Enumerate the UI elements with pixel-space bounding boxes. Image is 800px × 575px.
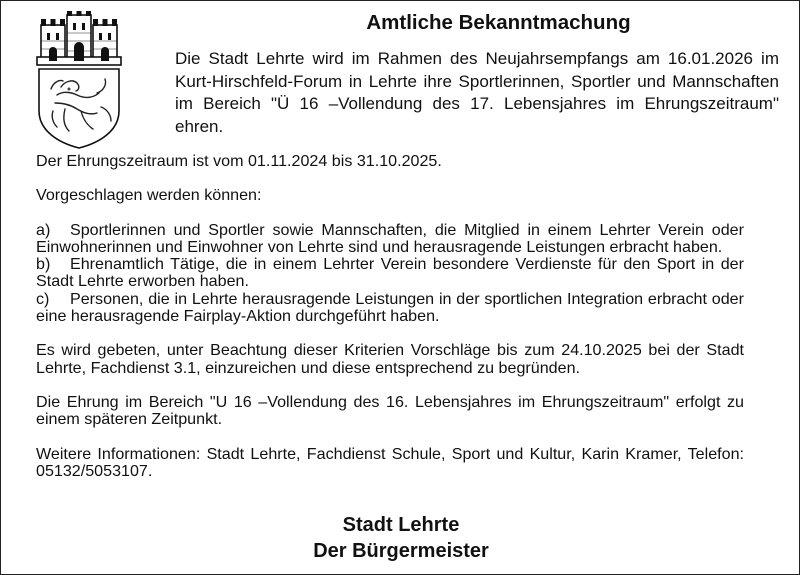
request-paragraph: Es wird gebeten, unter Beachtung dieser Kriterien Vorschläge bis zum 24.10.2025 bei der Stadt Lehrte, Fachdienst 3.1, einzureichen und diese entsprechend zu begründen.	[36, 341, 744, 377]
period-text: Der Ehrungszeitraum ist vom 01.11.2024 bis 31.10.2025.	[36, 152, 442, 170]
coat-of-arms-icon	[31, 11, 127, 149]
signature-block	[176, 512, 626, 564]
proposal-intro: Vorgeschlagen werden können:	[36, 186, 262, 205]
signature-city: Stadt Lehrte	[342, 514, 460, 536]
list-item-text: Ehrenamtlich Tätige, die in einem Lehrter Verein besondere Verdienste für den Sport in der Stadt Lehrte erworben haben.	[36, 255, 744, 291]
list-item-text: Personen, die in Lehrte herausragende Leistungen in der sportlichen Integration erbracht oder eine herausragende Fairplay-Aktion durchgeführt haben.	[36, 289, 744, 326]
later-paragraph: Die Ehrung im Bereich "U 16 –Vollendung des 16. Lebensjahres im Ehrungszeitraum" erfolgt zu einem späteren Zeitpunkt.	[36, 392, 744, 429]
notice-heading: Amtliche Bekanntmachung	[366, 11, 631, 34]
list-item-c	[36, 291, 744, 326]
notice-body	[36, 153, 744, 480]
list-marker: b)	[36, 255, 51, 274]
list-marker: a)	[36, 220, 51, 239]
intro-paragraph: Die Stadt Lehrte wird im Rahmen des Neujahrsempfangs am 16.01.2026 im Kurt-Hirschfeld-Forum in Lehrte ihre Sportlerinnen, Sportler und Mannschaften im Bereich "Ü 16 –Vollendung des 17. Lebensjahres im Ehrungszeitraum" ehren.	[175, 49, 779, 137]
list-item-text: Sportlerinnen und Sportler sowie Mannschaften, die Mitglied in einem Lehrter Verein oder Einwohnerinnen und Einwohner von Lehrte sind und herausragende Leistungen erbracht haben.	[36, 220, 744, 256]
list-marker: c)	[36, 289, 50, 308]
list-item-b	[36, 256, 744, 291]
info-paragraph: Weitere Informationen: Stadt Lehrte, Fachdienst Schule, Sport und Kultur, Karin Kramer, Telefon: 05132/5053107.	[36, 444, 744, 480]
list-item-a	[36, 222, 744, 257]
signature-title: Der Bürgermeister	[313, 540, 489, 562]
